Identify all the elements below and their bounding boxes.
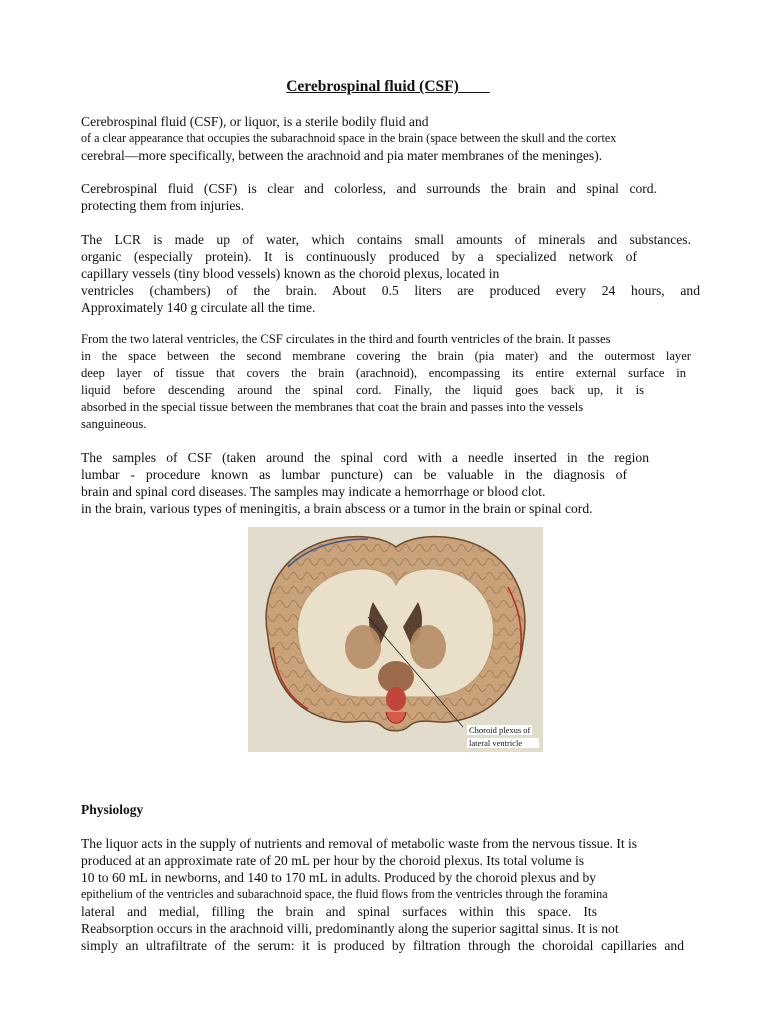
text-line: lumbar - procedure known as lumbar puncture) can be valuable in the diagnosis of xyxy=(81,467,627,482)
text-line: Reabsorption occurs in the arachnoid villi, predominantly along the superior sagittal sinus. It is not xyxy=(81,921,619,936)
text-line: in the brain, various types of meningitis, a brain abscess or a tumor in the brain or spinal cord. xyxy=(81,501,593,516)
text-line: Cerebrospinal fluid (CSF), or liquor, is a sterile bodily fluid and xyxy=(81,114,429,129)
brain-coronal-section-figure xyxy=(248,527,543,752)
text-line: deep layer of tissue that covers the brain (arachnoid), encompassing its entire external surface in xyxy=(81,366,686,380)
text-line: sanguineous. xyxy=(81,417,147,431)
brain-illustration xyxy=(248,527,543,752)
text-line: of a clear appearance that occupies the subarachnoid space in the brain (space between the skull and the cortex xyxy=(81,131,617,145)
section-heading-physiology: Physiology xyxy=(81,802,144,817)
text-line: liquid before descending around the spinal cord. Finally, the liquid goes back up, it is xyxy=(81,383,644,397)
text-line: organic (especially protein). It is continuously produced by a specialized network of xyxy=(81,249,637,264)
paragraph-4 xyxy=(81,331,701,433)
text-line: in the space between the second membrane covering the brain (pia mater) and the outermost layer xyxy=(81,349,691,363)
text-line: capillary vessels (tiny blood vessels) known as the choroid plexus, located in xyxy=(81,266,500,281)
text-line: The liquor acts in the supply of nutrients and removal of metabolic waste from the nervous tissue. It is xyxy=(81,836,638,851)
text-line: produced at an approximate rate of 20 mL per hour by the choroid plexus. Its total volume is xyxy=(81,853,585,868)
text-line: lateral and medial, filling the brain and spinal surfaces within this space. Its xyxy=(81,904,597,919)
text-line: absorbed in the special tissue between the membranes that coat the brain and passes into the vessels xyxy=(81,400,584,414)
page-title: Cerebrospinal fluid (CSF) xyxy=(286,78,490,95)
paragraph-2 xyxy=(81,180,701,214)
text-line: brain and spinal cord diseases. The samples may indicate a hemorrhage or blood clot. xyxy=(81,484,546,499)
text-line: 10 to 60 mL in newborns, and 140 to 170 mL in adults. Produced by the choroid plexus and by xyxy=(81,870,597,885)
physiology-paragraph xyxy=(81,835,701,954)
text-line: The LCR is made up of water, which contains small amounts of minerals and substances. xyxy=(81,232,691,247)
figure-caption-line-1: Choroid plexus of xyxy=(469,725,531,735)
text-line: Approximately 140 g circulate all the time. xyxy=(81,300,316,315)
text-line: protecting them from injuries. xyxy=(81,198,245,213)
text-line: Cerebrospinal fluid (CSF) is clear and colorless, and surrounds the brain and spinal cord. xyxy=(81,181,657,196)
text-line: The samples of CSF (taken around the spinal cord with a needle inserted in the region xyxy=(81,450,649,465)
text-line: From the two lateral ventricles, the CSF circulates in the third and fourth ventricles of the brain. It passes xyxy=(81,332,611,346)
text-line: cerebral—more specifically, between the arachnoid and pia mater membranes of the meninges). xyxy=(81,148,603,163)
figure-caption-line-2: lateral ventricle xyxy=(467,738,539,748)
text-line: simply an ultrafiltrate of the serum: it is produced by filtration through the choroidal capillaries and xyxy=(81,938,684,953)
paragraph-1 xyxy=(81,113,701,164)
text-line: ventricles (chambers) of the brain. About 0.5 liters are produced every 24 hours, and xyxy=(81,283,700,298)
text-line: epithelium of the ventricles and subarachnoid space, the fluid flows from the ventricles through the foramina xyxy=(81,887,608,901)
paragraph-5 xyxy=(81,449,701,517)
paragraph-3 xyxy=(81,231,701,316)
